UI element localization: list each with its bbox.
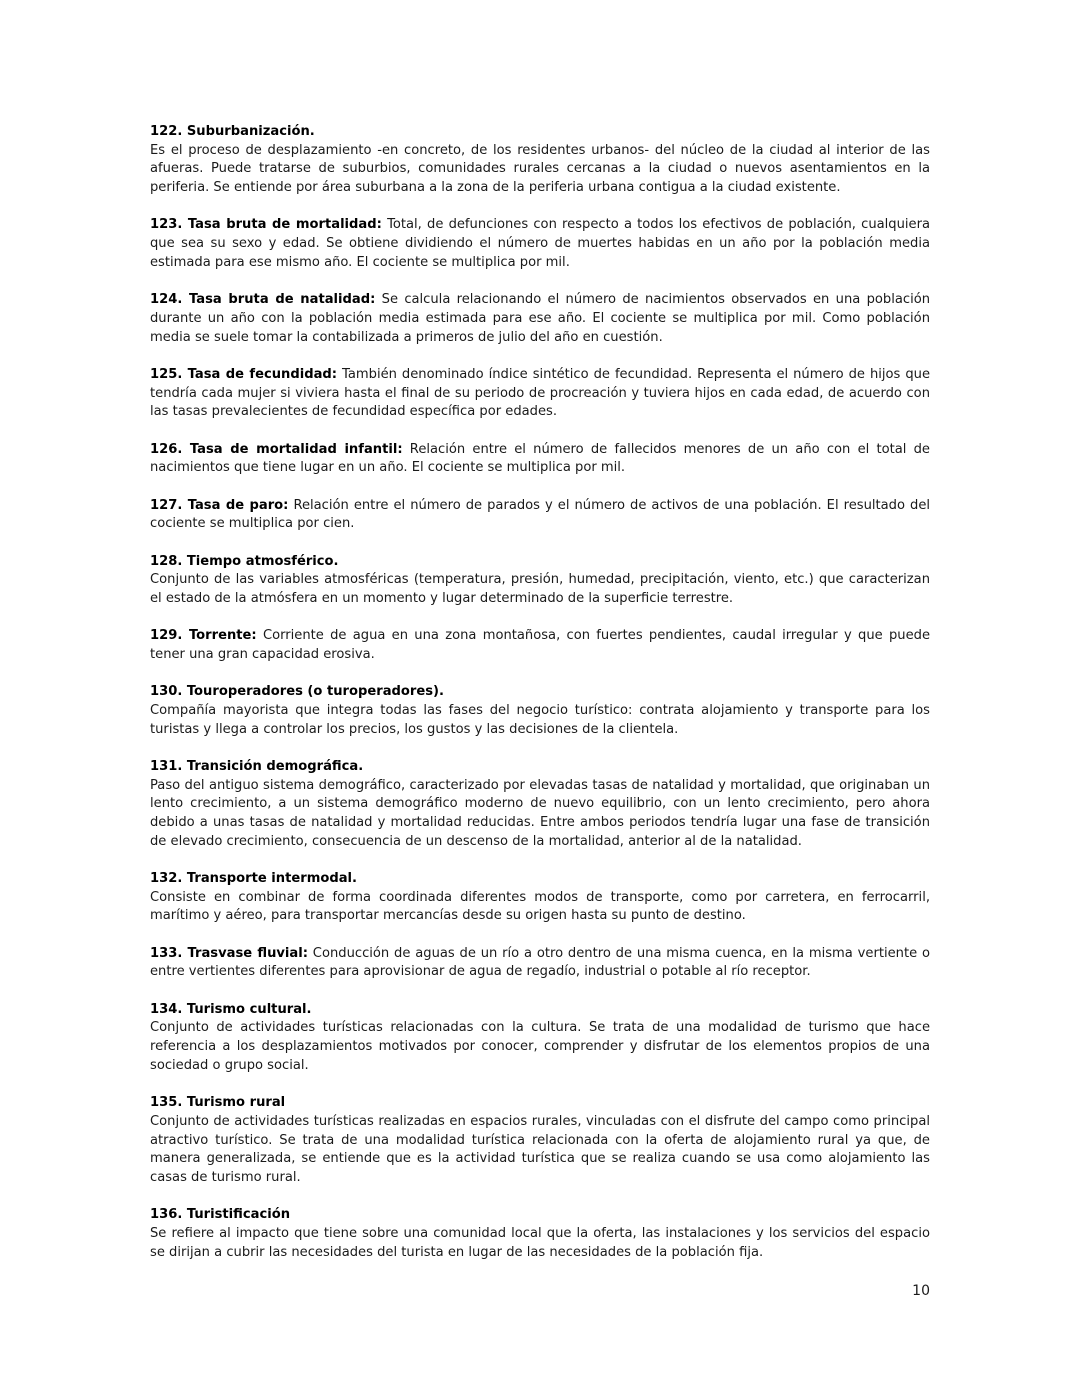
entry-definition: Conjunto de las variables atmosféricas (temperatura, presión, humedad, precipitación, viento, etc.) que caracterizan el estado de la atmósfera en un momento y lugar determinado de la superficie terrestre. bbox=[150, 572, 930, 606]
glossary-entry-135 bbox=[150, 1094, 930, 1188]
entry-definition: Compañía mayorista que integra todas las fases del negocio turístico: contrata alojamiento y transporte para los turistas y llega a controlar los precios, los gustos y las decisiones de la clientela. bbox=[150, 702, 930, 737]
entry-definition: Se refiere al impacto que tiene sobre una comunidad local que la oferta, las instalaciones y los servicios del espacio se dirijan a cubrir las necesidades del turista en lugar de las necesidades de la población fija. bbox=[150, 1225, 930, 1260]
page-number: 10 bbox=[912, 1283, 930, 1299]
entry-definition: Corriente de agua en una zona montañosa, con fuertes pendientes, caudal irregular y que puede tener una gran capacidad erosiva. bbox=[150, 628, 931, 662]
entry-definition: Consiste en combinar de forma coordinada diferentes modos de transporte, como por carretera, en ferrocarril, marítimo y aéreo, para transportar mercancías desde su origen hasta su punto de destino. bbox=[150, 889, 930, 924]
entry-definition: Paso del antiguo sistema demográfico, caracterizado por elevadas tasas de natalidad y mortalidad, que originaban un lento crecimiento, a un sistema demográfico moderno de nuevo equilibrio, con un lento crecimiento, pero ahora debido a unas tasas de natalidad y mortalidad reducidas. Entre ambos periodos tendría lugar una fase de transición de elevado crecimiento, consecuencia de un descenso de la mortalidad, anterior al de la natalidad. bbox=[150, 777, 930, 849]
glossary-entry-130 bbox=[150, 683, 930, 739]
glossary-entry-133 bbox=[150, 945, 930, 982]
glossary-entry-127 bbox=[150, 497, 930, 534]
entry-definition: Es el proceso de desplazamiento -en concreto, de los residentes urbanos- del núcleo de la ciudad al interior de las afueras. Puede tratarse de suburbios, comunidades rurales cercanas a la ciudad o nuevos asentamientos en la periferia. Se entiende por área suburbana a la zona de la periferia urbana contigua a la ciudad existente. bbox=[150, 142, 930, 196]
glossary-entry-129 bbox=[150, 627, 930, 664]
entry-term: 135. Turismo rural bbox=[150, 1095, 286, 1111]
entry-term: 128. Tiempo atmosférico. bbox=[150, 553, 339, 569]
glossary-entry-125 bbox=[150, 366, 930, 422]
glossary-page bbox=[150, 123, 930, 1281]
entry-definition: Conjunto de actividades turísticas realizadas en espacios rurales, vinculadas con el disfrute del campo como principal atractivo turístico. Se trata de una modalidad turística relacionada con la oferta de alojamiento rural ya que, de manera generalizada, se entiende que es la actividad turística que se realiza cuando se usa como alojamiento las casas de turismo rural. bbox=[150, 1113, 930, 1185]
glossary-entry-132 bbox=[150, 870, 930, 926]
entry-definition: Relación entre el número de parados y el número de activos de una población. El resultado del cociente se multiplica por cien. bbox=[150, 497, 931, 532]
entry-term: 123. Tasa bruta de mortalidad: bbox=[150, 217, 382, 233]
entry-definition: También denominado índice sintético de fecundidad. Representa el número de hijos que tendría cada mujer si viviera hasta el final de su periodo de procreación y tuviera hijos en cada edad, de acuerdo con las tasas prevalecientes de fecundidad específica por edades. bbox=[150, 366, 930, 420]
entry-term: 125. Tasa de fecundidad: bbox=[150, 366, 338, 382]
glossary-entry-128 bbox=[150, 553, 930, 609]
entry-term: 122. Suburbanización. bbox=[150, 124, 315, 139]
glossary-entry-122 bbox=[150, 123, 930, 198]
entry-term: 129. Torrente: bbox=[150, 628, 257, 644]
entry-term: 127. Tasa de paro: bbox=[150, 497, 289, 513]
entry-term: 124. Tasa bruta de natalidad: bbox=[150, 292, 376, 308]
glossary-entry-126 bbox=[150, 441, 930, 478]
entry-term: 133. Trasvase fluvial: bbox=[150, 945, 308, 961]
entry-term: 132. Transporte intermodal. bbox=[150, 871, 358, 887]
glossary-entry-123 bbox=[150, 216, 930, 272]
entry-term: 136. Turistificación bbox=[150, 1207, 291, 1223]
entry-term: 130. Touroperadores (o turoperadores). bbox=[150, 684, 445, 700]
entry-definition: Conjunto de actividades turísticas relacionadas con la cultura. Se trata de una modalidad de turismo que hace referencia a los desplazamientos motivados por conocer, comprender y disfrutar de los elementos propios de una sociedad o grupo social. bbox=[150, 1020, 930, 1073]
glossary-entry-134 bbox=[150, 1001, 930, 1076]
entry-definition: Conducción de aguas de un río a otro dentro de una misma cuenca, en la misma vertiente o entre vertientes diferentes para aprovisionar de agua de regadío, industrial o potable al río receptor. bbox=[150, 945, 930, 980]
entry-term: 126. Tasa de mortalidad infantil: bbox=[150, 441, 403, 457]
entry-term: 134. Turismo cultural. bbox=[150, 1001, 312, 1017]
glossary-entry-124 bbox=[150, 291, 930, 347]
glossary-entry-131 bbox=[150, 758, 930, 852]
entry-definition: Relación entre el número de fallecidos menores de un año con el total de nacimientos que tiene lugar en un año. El cociente se multiplica por mil. bbox=[150, 441, 930, 476]
entry-term: 131. Transición demográfica. bbox=[150, 758, 364, 774]
entry-definition: Se calcula relacionando el número de nacimientos observados en una población durante un año con la población media estimada para ese año. El cociente se multiplica por mil. Como población media se suele tomar la contabilizada a primeros de julio del año en cuestión. bbox=[150, 292, 931, 345]
glossary-entry-136 bbox=[150, 1206, 930, 1262]
entry-definition: Total, de defunciones con respecto a todos los efectivos de población, cualquiera que sea su sexo y edad. Se obtiene dividiendo el número de muertes habidas en un año por la población media estimada para ese mismo año. El cociente se multiplica por mil. bbox=[150, 217, 931, 270]
